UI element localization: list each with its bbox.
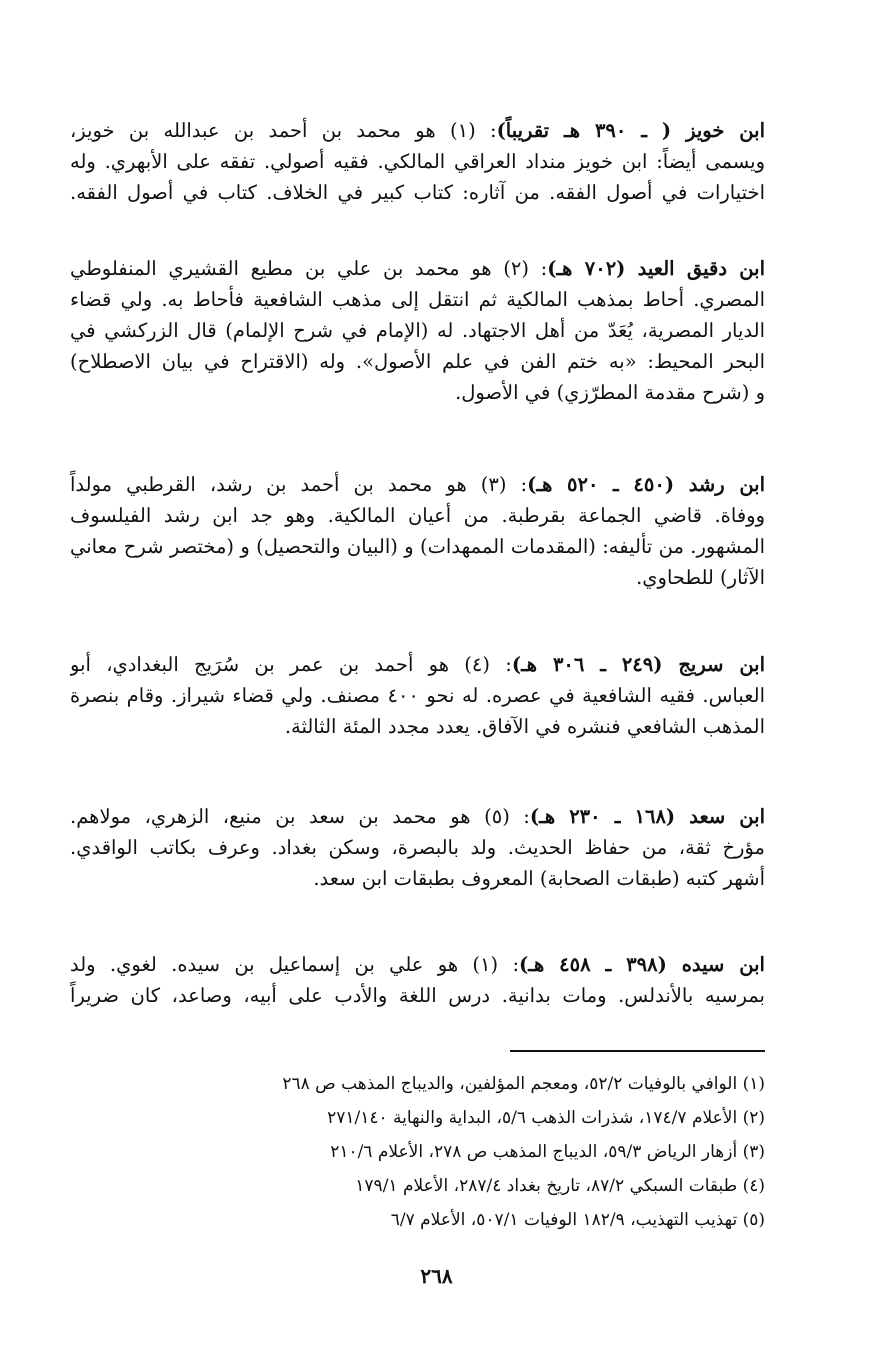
entry-line: العباس. فقيه الشافعية في عصره. له نحو ٤٠٠ مصنف. ولي قضاء شيراز. وقام بنصرة: [70, 684, 765, 707]
entry-line: الآثار) للطحاوي.: [636, 566, 765, 589]
entry-line: مؤرخ ثقة، من حفاظ الحديث. ولد بالبصرة، وسكن بغداد. وعرف بكاتب الواقدي.: [70, 836, 765, 859]
entry-headword: ابن سريج (٢٤٩ ـ ٣٠٦ هـ): [511, 653, 765, 676]
entry-line: بمرسيه بالأندلس. ومات بدانية. درس اللغة والأدب على أبيه، وصاعد، كان ضريراً: [70, 984, 765, 1007]
entry-line: ووفاة. قاضي الجماعة بقرطبة. من أعيان المالكية. وهو جد ابن رشد الفيلسوف: [70, 504, 765, 527]
entry-line: ابن خويز ( ـ ٣٩٠ هـ تقريباً): (١) هو محمد بن أحمد بن عبدالله بن خويز،: [70, 119, 765, 142]
entry-headword: ابن سيده (٣٩٨ ـ ٤٥٨ هـ): [519, 953, 765, 976]
entry-line: البحر المحيط: «به ختم الفن في علم الأصول». وله (الاقتراح في بيان الاصطلاح): [70, 350, 765, 373]
entry-line: ابن سعد (١٦٨ ـ ٢٣٠ هـ): (٥) هو محمد بن سعد بن منيع، الزهري، مولاهم.: [70, 805, 765, 828]
footnote-separator: [510, 1050, 765, 1052]
entry-headword: ابن سعد (١٦٨ ـ ٢٣٠ هـ): [529, 805, 765, 828]
footnote: (٤) طبقات السبكي ٨٧/٢، تاريخ بغداد ٢٨٧/٤، الأعلام ١٧٩/١: [355, 1176, 765, 1196]
entry-line: المذهب الشافعي فنشره في الآفاق. يعدد مجدد المئة الثالثة.: [284, 715, 765, 738]
entry-line: ابن رشد (٤٥٠ ـ ٥٢٠ هـ): (٣) هو محمد بن أحمد بن رشد، القرطبي مولداً: [70, 473, 765, 496]
entry-headword: ابن خويز ( ـ ٣٩٠ هـ تقريباً): [496, 119, 765, 142]
entry-line: اختيارات في أصول الفقه. من آثاره: كتاب كبير في الخلاف. كتاب في أصول الفقه.: [70, 181, 765, 204]
entry-line: المشهور. من تأليفه: (المقدمات الممهدات) و (البيان والتحصيل) و (مختصر شرح معاني: [70, 535, 765, 558]
entry-line: أشهر كتبه (طبقات الصحابة) المعروف بطبقات ابن سعد.: [313, 867, 765, 890]
footnote: (٢) الأعلام ١٧٤/٧، شذرات الذهب ٥/٦، البداية والنهاية ٢٧١/١٤٠: [327, 1108, 765, 1128]
footnote: (٣) أزهار الرياض ٥٩/٣، الديباج المذهب ص ٢٧٨، الأعلام ٢١٠/٦: [330, 1142, 765, 1162]
entry-line: ابن سيده (٣٩٨ ـ ٤٥٨ هـ): (١) هو علي بن إسماعيل بن سيده. لغوي. ولد: [70, 953, 765, 976]
footnote: (٥) تهذيب التهذيب، ١٨٢/٩ الوفيات ٥٠٧/١، الأعلام ٦/٧: [390, 1210, 765, 1230]
entry-line: الديار المصرية، يُعَدّ من أهل الاجتهاد. له (الإمام في شرح الإلمام) قال الزركشي في: [70, 319, 765, 342]
footnote: (١) الوافي بالوفيات ٥٢/٢، ومعجم المؤلفين، والديباج المذهب ص ٢٦٨: [282, 1074, 765, 1094]
entry-line: ويسمى أيضاً: ابن خويز منداد العراقي المالكي. فقيه أصولي. تفقه على الأبهري. وله: [70, 150, 765, 173]
main-text: [70, 0, 765, 1060]
entry-line: ابن دقيق العيد (٧٠٢ هـ): (٢) هو محمد بن علي بن مطيع القشيري المنفلوطي: [70, 257, 765, 280]
entry-line: المصري. أحاط بمذهب المالكية ثم انتقل إلى مذهب الشافعية فأحاط به. ولي قضاء: [70, 288, 765, 311]
page-number: ٢٦٨: [420, 1264, 453, 1288]
entry-headword: ابن رشد (٤٥٠ ـ ٥٢٠ هـ): [527, 473, 765, 496]
entry-line: ابن سريج (٢٤٩ ـ ٣٠٦ هـ): (٤) هو أحمد بن عمر بن سُرَيج البغدادي، أبو: [70, 653, 765, 676]
entry-headword: ابن دقيق العيد (٧٠٢ هـ): [547, 257, 765, 280]
entry-line: و (شرح مقدمة المطرّزي) في الأصول.: [455, 381, 765, 404]
footnotes: [70, 1070, 765, 1250]
